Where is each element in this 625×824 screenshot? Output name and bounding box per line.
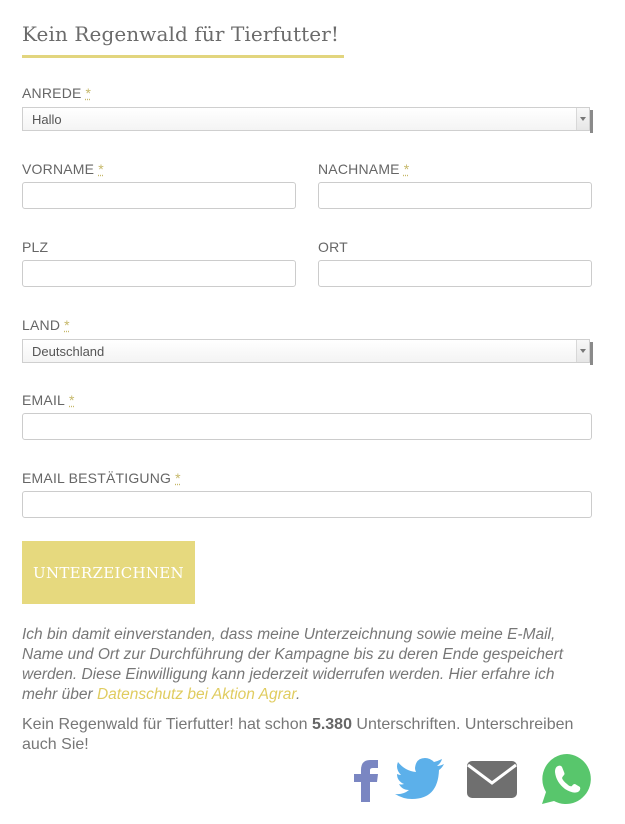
twitter-icon[interactable]	[394, 752, 448, 806]
vorname-input[interactable]	[22, 182, 296, 209]
privacy-link[interactable]: Datenschutz bei Aktion Agrar	[96, 686, 296, 703]
consent-end: .	[295, 686, 301, 703]
land-select[interactable]	[22, 339, 590, 363]
select-edge	[590, 342, 593, 365]
anrede-select[interactable]	[22, 107, 590, 131]
plz-label: PLZ	[22, 239, 49, 255]
nachname-input[interactable]	[318, 182, 592, 209]
twitter-shape	[395, 758, 444, 799]
signature-prefix: Kein Regenwald für Tierfutter! hat schon	[22, 716, 312, 733]
anrede-select-value: Hallo	[32, 112, 62, 127]
signature-count-text	[22, 715, 592, 755]
email-confirm-label	[22, 470, 181, 486]
email-confirm-input[interactable]	[22, 491, 592, 518]
land-select-value: Deutschland	[32, 344, 105, 359]
form-title: Kein Regenwald für Tierfutter!	[22, 22, 340, 46]
email-confirm-label-text: EMAIL BESTÄTIGUNG	[22, 470, 172, 486]
anrede-label-text: ANREDE	[22, 85, 82, 101]
land-label-text: LAND	[22, 317, 61, 333]
vorname-label	[22, 161, 104, 177]
chevron-down-icon[interactable]	[576, 108, 589, 130]
signature-count: 5.380	[311, 716, 352, 733]
envelope-icon[interactable]	[465, 752, 519, 806]
required-mark: *	[85, 85, 92, 101]
whatsapp-bubble	[542, 754, 591, 804]
select-edge	[590, 110, 593, 133]
envelope-body	[467, 761, 517, 798]
signature-suffix: Unterschriften. Unterschreiben auch Sie!	[22, 716, 574, 753]
email-input[interactable]	[22, 413, 592, 440]
title-underline	[22, 55, 344, 58]
email-label-text: EMAIL	[22, 392, 66, 408]
consent-text	[22, 625, 592, 705]
required-mark: *	[403, 161, 410, 177]
whatsapp-icon[interactable]	[540, 752, 594, 806]
required-mark: *	[64, 317, 70, 333]
required-mark: *	[69, 392, 75, 408]
nachname-label-text: NACHNAME	[318, 161, 400, 177]
vorname-label-text: VORNAME	[22, 161, 95, 177]
ort-label: ORT	[318, 239, 348, 255]
facebook-shape	[354, 760, 378, 802]
anrede-label	[22, 85, 91, 101]
facebook-icon[interactable]	[350, 752, 382, 806]
required-mark: *	[175, 470, 181, 486]
ort-input[interactable]	[318, 260, 592, 287]
nachname-label	[318, 161, 409, 177]
submit-button[interactable]: UNTERZEICHNEN	[22, 541, 195, 604]
land-label	[22, 317, 70, 333]
consent-body: Ich bin damit einverstanden, dass meine Unterzeichnung sowie meine E-Mail, Name und Ort zur Durchführung der Kampagne bis zu deren Ende gespeichert werden. Diese Einwilligung kann jederzeit widerrufen werden. Hier erfahre ich mehr über	[22, 626, 564, 703]
required-mark: *	[98, 161, 104, 177]
email-label	[22, 392, 75, 408]
chevron-down-icon[interactable]	[576, 340, 589, 362]
plz-input[interactable]	[22, 260, 296, 287]
